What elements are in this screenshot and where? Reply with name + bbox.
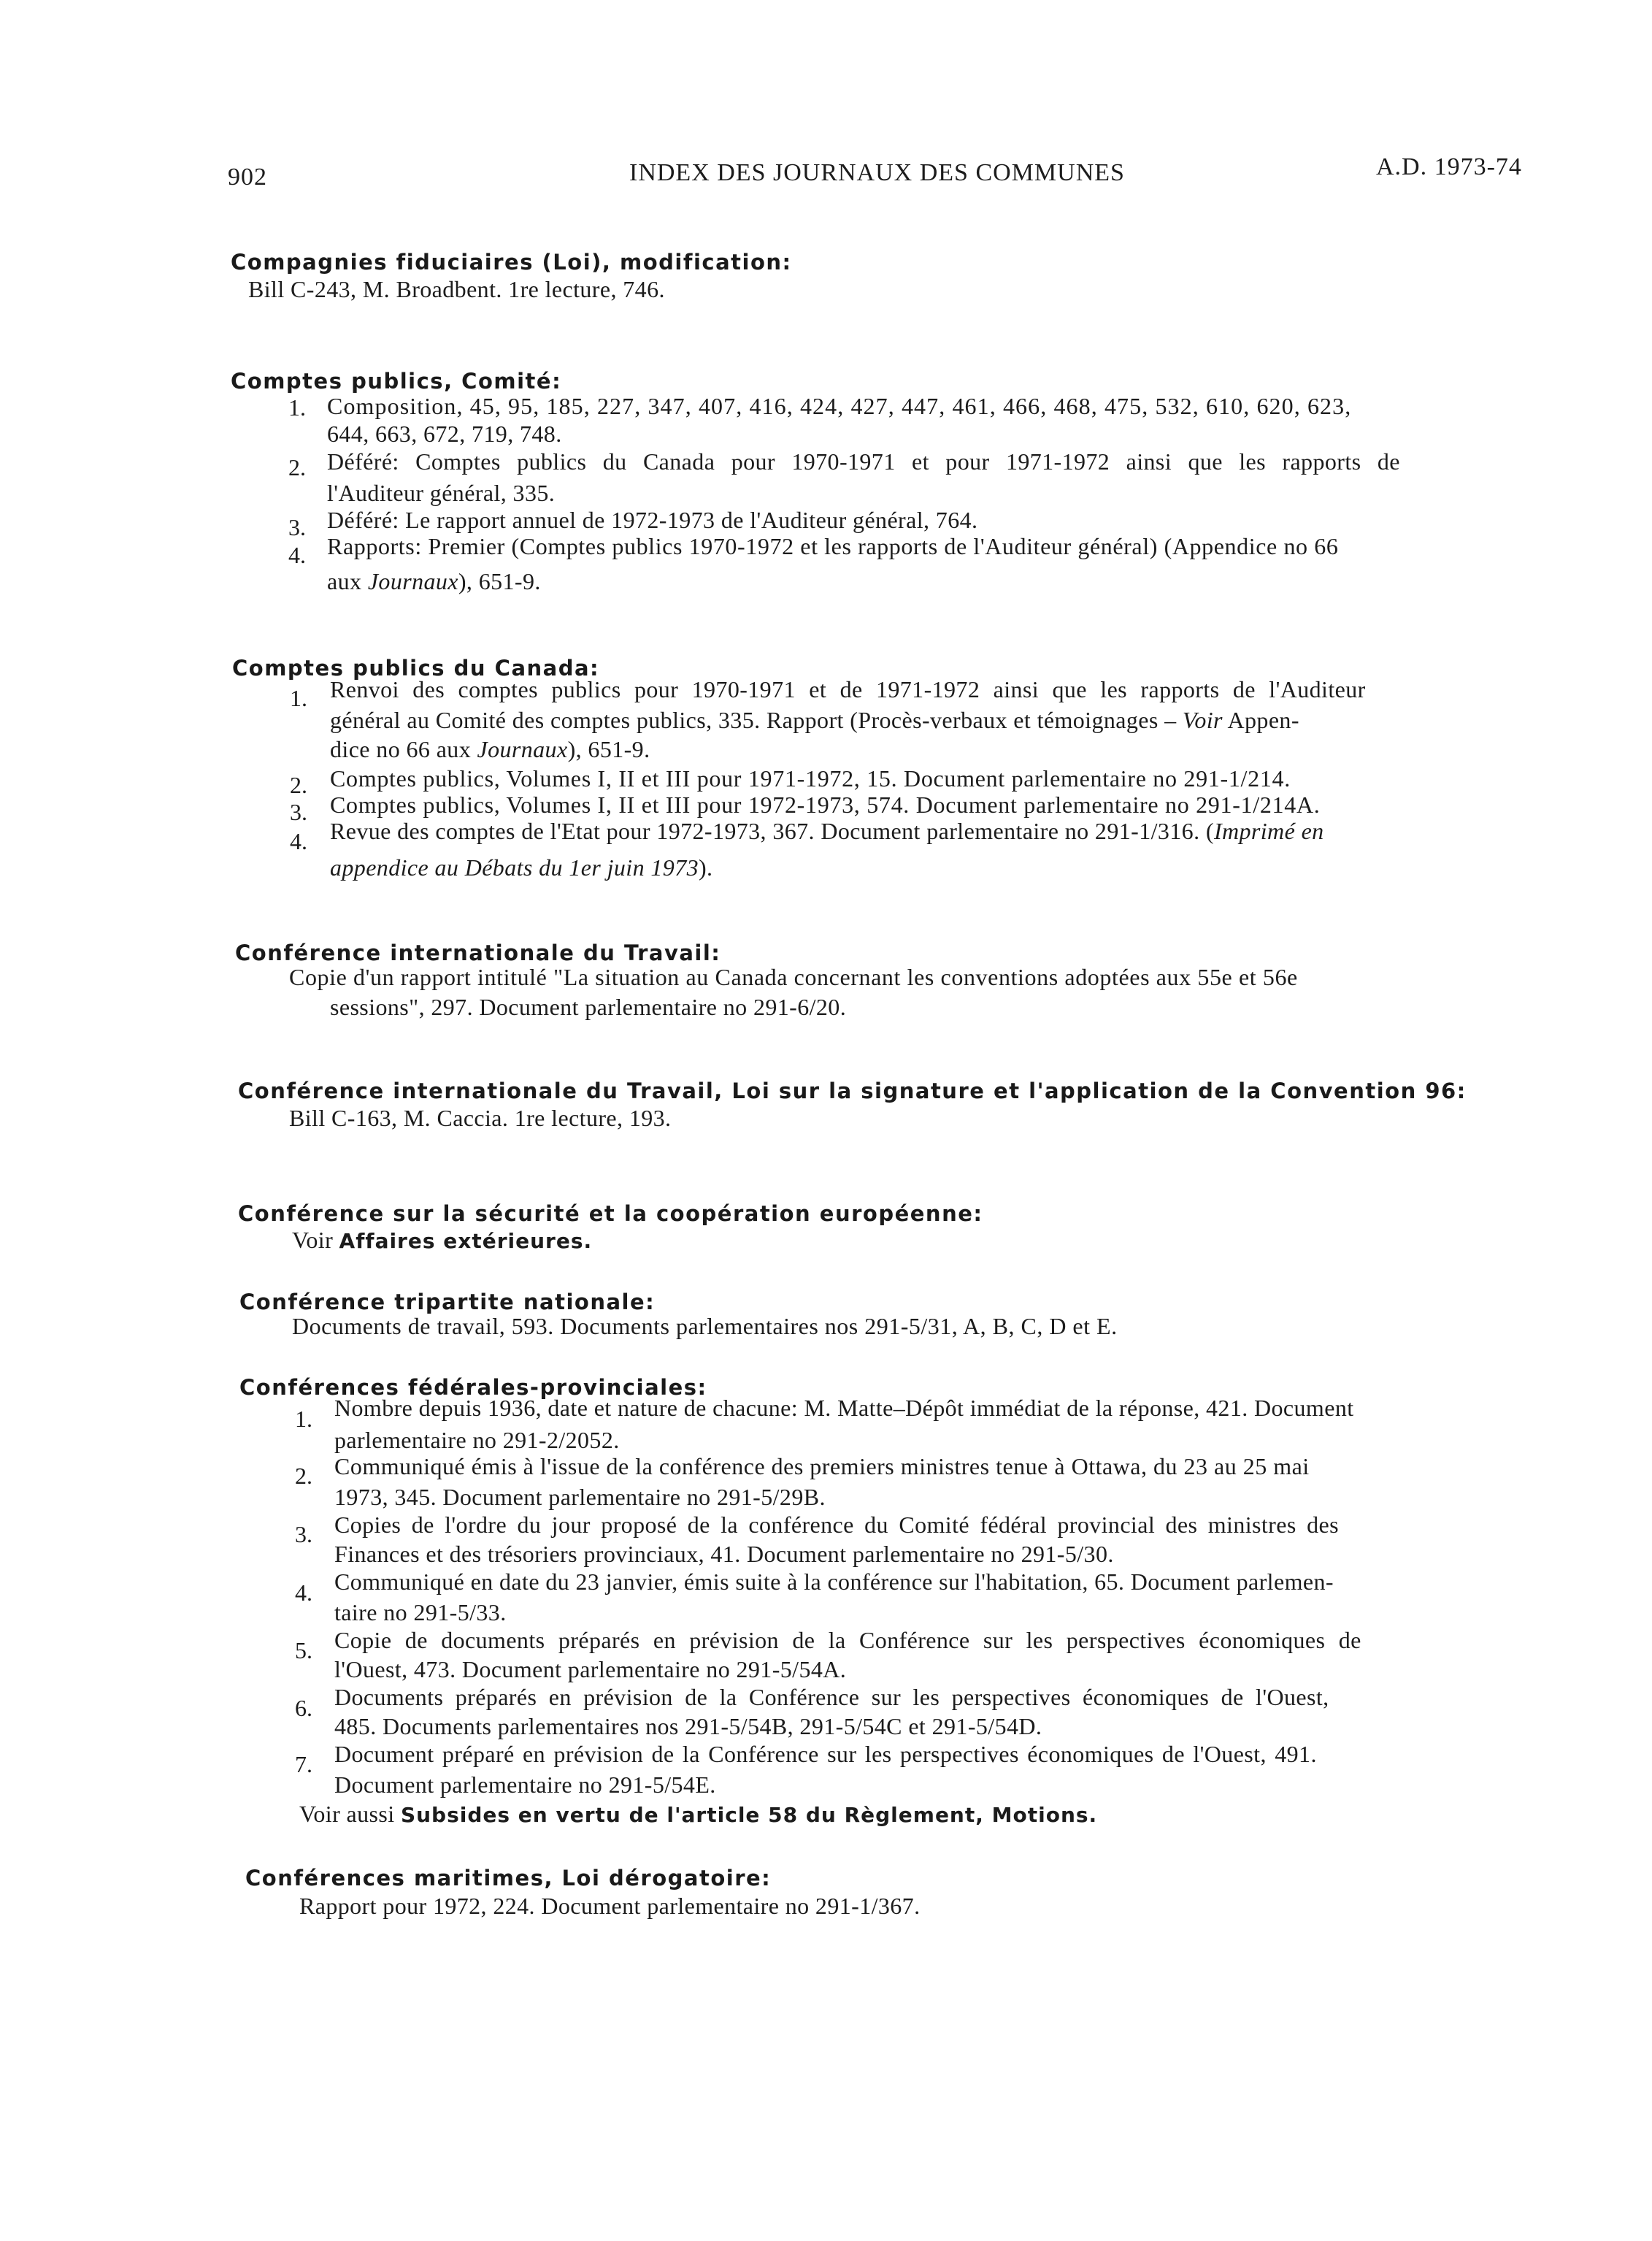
entry-line: Finances et des trésoriers provinciaux, 41. Document parlementaire no 291-5/30. — [334, 1541, 1114, 1567]
entry-heading: Conférence internationale du Travail: — [235, 941, 721, 965]
entry-line: Revue des comptes de l'Etat pour 1972-1973, 367. Document parlementaire no 291-1/316. (Imprimé en — [330, 818, 1324, 844]
item-number: 4. — [290, 828, 307, 854]
item-number: 2. — [288, 454, 306, 480]
item-number: 3. — [295, 1521, 312, 1547]
entry-line: 485. Documents parlementaires nos 291-5/54B, 291-5/54C et 291-5/54D. — [334, 1713, 1042, 1739]
page-number: 902 — [228, 164, 267, 191]
entry-line: Voir aussi Subsides en vertu de l'article 58 du Règlement, Motions. — [299, 1801, 1098, 1827]
entry-line: Comptes publics, Volumes I, II et III pour 1972-1973, 574. Document parlementaire no 291-1/214A. — [330, 792, 1321, 818]
item-number: 6. — [295, 1695, 312, 1721]
entry-heading: Comptes publics du Canada: — [232, 656, 600, 681]
entry-line: taire no 291-5/33. — [334, 1599, 507, 1625]
entry-line: l'Ouest, 473. Document parlementaire no 291-5/54A. — [334, 1656, 847, 1682]
item-number: 3. — [290, 799, 307, 825]
entry-line: Bill C-163, M. Caccia. 1re lecture, 193. — [289, 1105, 672, 1131]
entry-line: Document préparé en prévision de la Conférence sur les perspectives économiques de l'Ouest, 491. — [334, 1741, 1317, 1767]
page-title: INDEX DES JOURNAUX DES COMMUNES — [629, 159, 1125, 186]
entry-line: Copie d'un rapport intitulé "La situation au Canada concernant les conventions adoptées aux 55e et 56e — [289, 964, 1298, 990]
entry-line: Renvoi des comptes publics pour 1970-1971 et de 1971-1972 ainsi que les rapports de l'Auditeur — [330, 676, 1366, 702]
item-number: 5. — [295, 1637, 312, 1663]
entry-heading: Conférences maritimes, Loi dérogatoire: — [245, 1866, 772, 1891]
item-number: 1. — [290, 685, 307, 711]
page-year: A.D. 1973-74 — [1376, 153, 1522, 180]
entry-line: Composition, 45, 95, 185, 227, 347, 407, 416, 424, 427, 447, 461, 466, 468, 475, 532, 610, 620, 623, — [327, 393, 1352, 419]
entry-line: Rapport pour 1972, 224. Document parlementaire no 291-1/367. — [299, 1893, 921, 1919]
entry-line: aux Journaux), 651-9. — [327, 568, 541, 594]
entry-line: sessions", 297. Document parlementaire no 291-6/20. — [330, 994, 847, 1020]
item-number: 3. — [288, 514, 306, 540]
entry-heading: Conférence internationale du Travail, Loi sur la signature et l'application de la Convention 96: — [238, 1079, 1467, 1103]
entry-line: l'Auditeur général, 335. — [327, 480, 556, 506]
entry-line: Nombre depuis 1936, date et nature de chacune: M. Matte–Dépôt immédiat de la réponse, 421. Document — [334, 1395, 1354, 1421]
item-number: 2. — [295, 1463, 312, 1489]
entry-line: appendice au Débats du 1er juin 1973). — [330, 854, 713, 881]
entry-heading: Conférences fédérales-provinciales: — [239, 1375, 707, 1400]
entry-line: Déféré: Comptes publics du Canada pour 1970-1971 et pour 1971-1972 ainsi que les rapports de — [327, 448, 1400, 475]
item-number: 1. — [288, 394, 306, 421]
entry-line: Comptes publics, Volumes I, II et III pour 1971-1972, 15. Document parlementaire no 291-1/214. — [330, 765, 1291, 792]
entry-line: Documents de travail, 593. Documents parlementaires nos 291-5/31, A, B, C, D et E. — [292, 1313, 1118, 1339]
entry-line: dice no 66 aux Journaux), 651-9. — [330, 736, 650, 762]
entry-line: Documents préparés en prévision de la Conférence sur les perspectives économiques de l'Ouest, — [334, 1684, 1329, 1710]
item-number: 4. — [288, 542, 306, 568]
entry-line: 1973, 345. Document parlementaire no 291-5/29B. — [334, 1484, 826, 1510]
entry-heading: Compagnies fiduciaires (Loi), modification: — [231, 250, 792, 275]
entry-heading: Comptes publics, Comité: — [231, 369, 562, 394]
cross-reference: Subsides en vertu de l'article 58 du Règlement, Motions. — [400, 1803, 1098, 1827]
entry-line: Copie de documents préparés en prévision de la Conférence sur les perspectives économiques de — [334, 1627, 1361, 1653]
cross-reference: Affaires extérieures. — [339, 1229, 593, 1253]
entry-line: parlementaire no 291-2/2052. — [334, 1427, 620, 1453]
entry-line: général au Comité des comptes publics, 335. Rapport (Procès-verbaux et témoignages – Voir Appen- — [330, 707, 1299, 733]
entry-line: Rapports: Premier (Comptes publics 1970-1972 et les rapports de l'Auditeur général) (Appendice no 66 — [327, 533, 1339, 559]
entry-line: Communiqué en date du 23 janvier, émis suite à la conférence sur l'habitation, 65. Document parlemen- — [334, 1568, 1334, 1595]
entry-line: Document parlementaire no 291-5/54E. — [334, 1771, 716, 1798]
entry-heading: Conférence tripartite nationale: — [239, 1290, 656, 1314]
entry-line: Déféré: Le rapport annuel de 1972-1973 de l'Auditeur général, 764. — [327, 507, 978, 533]
item-number: 1. — [295, 1406, 312, 1432]
entry-line: 644, 663, 672, 719, 748. — [327, 421, 562, 447]
entry-line: Voir Affaires extérieures. — [292, 1227, 593, 1253]
entry-line: Copies de l'ordre du jour proposé de la conférence du Comité fédéral provincial des ministres des — [334, 1512, 1339, 1538]
item-number: 4. — [295, 1579, 312, 1606]
entry-line: Bill C-243, M. Broadbent. 1re lecture, 746. — [248, 276, 665, 302]
entry-heading: Conférence sur la sécurité et la coopération européenne: — [238, 1201, 983, 1226]
item-number: 2. — [290, 772, 307, 798]
item-number: 7. — [295, 1751, 312, 1777]
page-header — [0, 153, 1652, 197]
entry-line: Communiqué émis à l'issue de la conférence des premiers ministres tenue à Ottawa, du 23 au 25 mai — [334, 1453, 1310, 1479]
